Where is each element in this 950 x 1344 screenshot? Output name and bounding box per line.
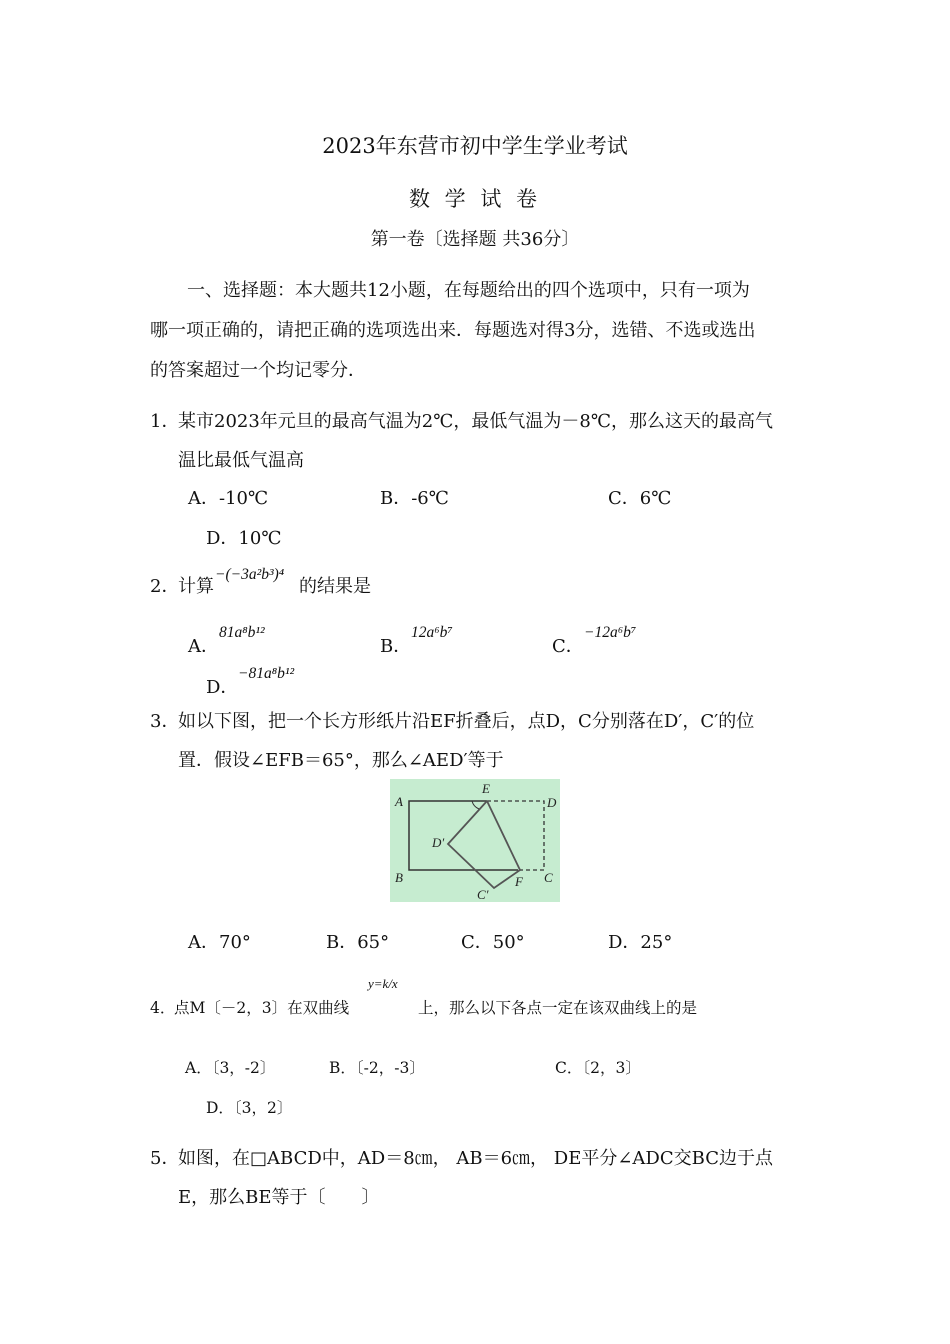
q1-option-c[interactable]: C．6℃ [608, 488, 672, 509]
q5-stem-line-2: E，那么BE等于〔 〕 [178, 1187, 380, 1208]
q4-option-d[interactable]: D．〔3，2〕 [206, 1099, 293, 1117]
label-b: B [395, 870, 403, 885]
q2-option-d-expr: −81a⁸b¹² [238, 665, 295, 682]
q2-number: 2． [150, 576, 180, 597]
q4-curve-expression: y=k/x [368, 976, 398, 991]
q5-stem-line-1: 如图，在□ABCD中，AD＝8㎝， AB＝6㎝， DE平分∠ADC交BC边于点 [178, 1148, 773, 1169]
q3-option-c[interactable]: C．50° [461, 932, 525, 953]
label-e: E [482, 781, 490, 796]
q1-option-b[interactable]: B．-6℃ [380, 488, 449, 509]
instructions-line-2: 哪一项正确的，请把正确的选项选出来．每题选对得3分，选错、不选或选出 [150, 320, 756, 341]
q2-option-c-label[interactable]: C． [552, 636, 584, 657]
q3-option-a[interactable]: A．70° [188, 932, 251, 953]
q2-option-a-expr: 81a⁸b¹² [219, 624, 265, 641]
label-d: D [547, 795, 557, 810]
q2-option-b-expr: 12a⁶b⁷ [411, 624, 453, 641]
q1-option-d[interactable]: D．10℃ [206, 528, 282, 549]
figure-background [390, 779, 560, 902]
exam-subtitle: 数 学 试 卷 [408, 187, 542, 211]
q3-stem-line-2: 置．假设∠EFB＝65°，那么∠AED′等于 [178, 750, 504, 771]
q4-option-c[interactable]: C．〔2，3〕 [555, 1059, 641, 1077]
q3-option-d[interactable]: D．25° [608, 932, 673, 953]
instructions-line-1: 一、选择题：本大题共12小题，在每题给出的四个选项中，只有一项为 [187, 280, 750, 301]
label-a: A [395, 794, 403, 809]
q2-option-d-label[interactable]: D． [206, 677, 239, 698]
q3-option-b[interactable]: B．65° [326, 932, 390, 953]
q4-number: 4． [150, 999, 176, 1017]
instructions-line-3: 的答案超过一个均记零分． [150, 360, 366, 381]
q4-option-b[interactable]: B．〔-2，-3〕 [329, 1059, 425, 1077]
q2-suffix: 的结果是 [299, 576, 371, 597]
exam-title: 2023年东营市初中学生学业考试 [322, 134, 628, 158]
q1-option-a[interactable]: A．-10℃ [188, 488, 269, 509]
q5-number: 5． [150, 1148, 180, 1169]
q4-text-post: 上，那么以下各点一定在该双曲线上的是 [418, 999, 698, 1017]
q4-text-pre: 点M〔－2，3〕在双曲线 [174, 999, 350, 1017]
q1-stem-line-1: 某市2023年元旦的最高气温为2℃，最低气温为－8℃，那么这天的最高气 [178, 411, 773, 432]
q3-fold-figure [390, 779, 560, 902]
q3-stem-line-1: 如以下图，把一个长方形纸片沿EF折叠后，点D，C分别落在D′，C′的位 [178, 711, 755, 732]
label-f: F [515, 874, 523, 889]
q2-option-b-label[interactable]: B． [380, 636, 412, 657]
q2-prefix: 计算 [178, 576, 214, 597]
q4-option-a[interactable]: A．〔3，-2〕 [185, 1059, 276, 1077]
label-d-prime: D′ [432, 835, 445, 850]
volume-heading: 第一卷〔选择题 共36分〕 [370, 229, 580, 250]
q1-stem-line-2: 温比最低气温高 [178, 450, 304, 471]
q2-option-a-label[interactable]: A． [188, 636, 219, 657]
q3-number: 3． [150, 711, 180, 732]
q2-expression: −(−3a²b³)⁴ [215, 566, 285, 583]
label-c-prime: C′ [477, 887, 489, 902]
q2-option-c-expr: −12a⁶b⁷ [584, 624, 637, 641]
label-c: C [544, 870, 553, 885]
q1-number: 1． [150, 411, 180, 432]
